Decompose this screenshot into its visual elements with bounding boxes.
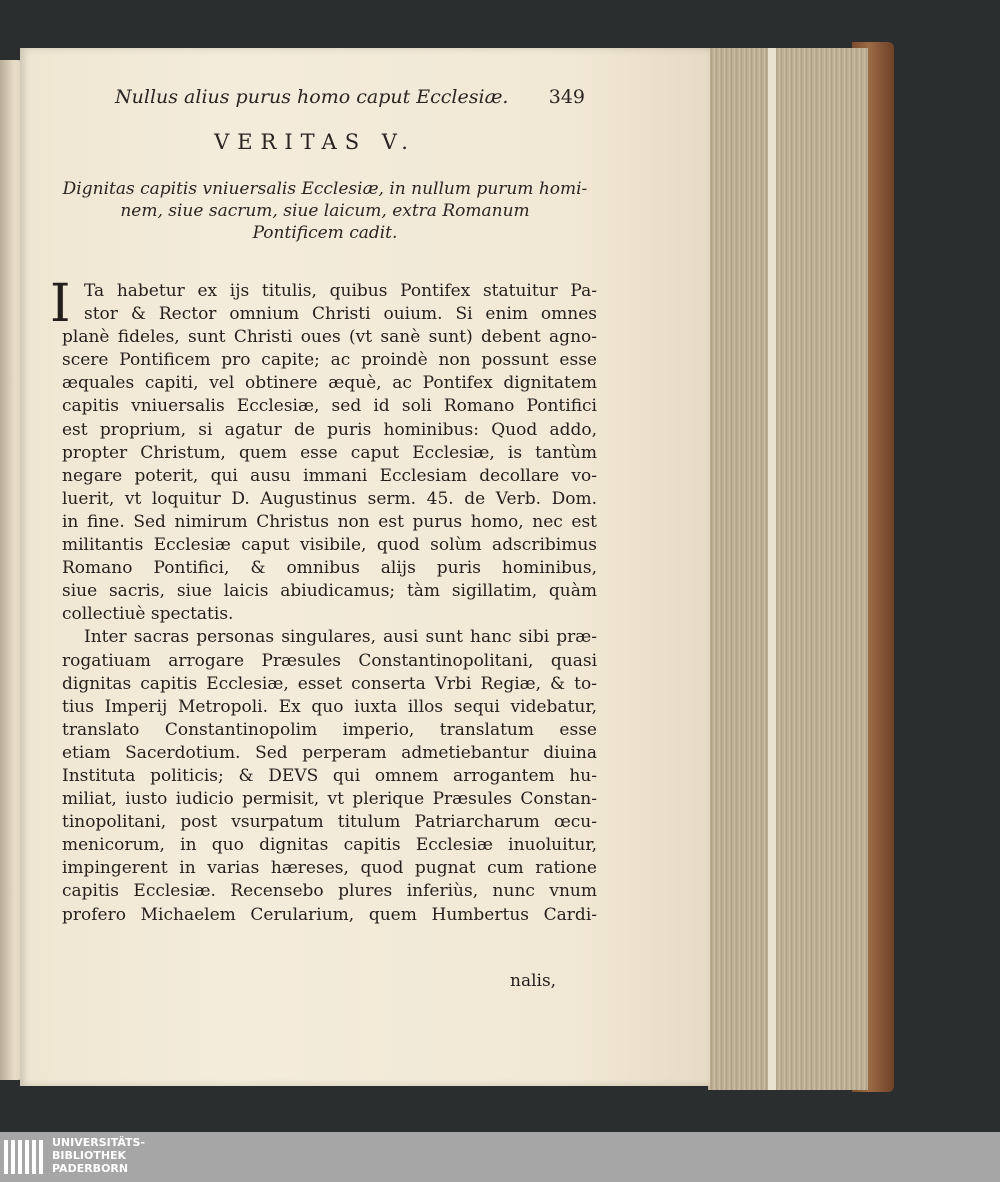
text-line: capitis Ecclesiæ. Recensebo plures inferiùs, nunc vnum [62,881,597,902]
text-line: tius Imperij Metropoli. Ex quo iuxta illos sequi videbatur, [62,696,597,717]
text-line: tinopolitani, post vsurpatum titulum Patriarcharum œcu- [62,812,597,833]
text-line: etiam Sacerdotium. Sed perperam admetiebantur diuina [62,742,597,763]
paragraph-1 [62,280,597,326]
text-line: profero Michaelem Cerularium, quem Humbertus Cardi- [62,904,597,925]
library-name-line: BIBLIOTHEK [52,1149,127,1162]
text-line: collectiuè spectatis. [62,604,234,625]
text-line: Romano Pontifici, & omnibus alijs puris hominibus, [62,558,597,579]
text-line: negare poterit, qui ausu immani Ecclesiam decollare vo- [62,465,597,486]
text-line: capitis vniuersalis Ecclesiæ, sed id soli Romano Pontifici [62,396,597,417]
library-logo-icon [3,1137,45,1177]
section-subtitle [45,178,605,244]
text-line: in fine. Sed nimirum Christus non est purus homo, nec est [62,511,597,532]
text-line: translato Constantinopolim imperio, translatum esse [62,719,597,740]
text-line: Ta habetur ex ijs titulis, quibus Pontifex statuitur Pa- [84,281,597,301]
text-line: luerit, vt loquitur D. Augustinus serm. 45. de Verb. Dom. [62,488,597,509]
page-number: 349 [548,86,585,108]
text-line: planè fideles, sunt Christi oues (vt sanè sunt) debent agno- [62,327,597,348]
text-line: siue sacris, siue laicis abiudicamus; tàm sigillatim, quàm [62,581,597,602]
running-title: Nullus alius purus homo caput Ecclesiæ. [115,86,509,108]
text-line: est proprium, si agatur de puris hominibus: Quod addo, [62,419,597,440]
library-footer [0,1132,1000,1182]
text-line: propter Christum, quem esse caput Ecclesiæ, is tantùm [62,442,597,463]
text-line: scere Pontificem pro capite; ac proindè non possunt esse [62,350,597,371]
page-block-edge [708,48,868,1090]
text-line: Inter sacras personas singulares, ausi sunt hanc sibi præ- [84,627,597,648]
subtitle-line: Dignitas capitis vniuersalis Ecclesiæ, in nullum purum homi- [62,179,588,199]
text-line: rogatiuam arrogare Præsules Constantinopolitani, quasi [62,650,597,671]
text-line: dignitas capitis Ecclesiæ, esset conserta Vrbi Regiæ, & to- [62,673,597,694]
drop-cap: I [50,274,71,334]
text-line: stor & Rector omnium Christi ouium. Si enim omnes [84,304,597,325]
body-text [50,274,597,927]
section-title: VERITAS V. [214,130,416,154]
library-name-line: UNIVERSITÄTS- [52,1136,146,1149]
running-head [115,86,585,112]
text-line: menicorum, in quo dignitas capitis Ecclesiæ inuoluitur, [62,835,597,856]
book-page [20,48,710,1086]
text-line: æquales capiti, vel obtinere æquè, ac Pontifex dignitatem [62,373,597,394]
library-name [52,1136,145,1175]
library-name-line: PADERBORN [52,1162,129,1175]
subtitle-line: Pontificem cadit. [252,223,398,243]
text-line: impingerent in varias hæreses, quod pugnat cum ratione [62,858,597,879]
text-line: Instituta politicis; & DEVS qui omnem arrogantem hu- [62,765,597,786]
catch-word: nalis, [510,971,557,991]
subtitle-line: nem, siue sacrum, siue laicum, extra Romanum [120,201,530,221]
text-line: miliat, iusto iudicio permisit, vt plerique Præsules Constan- [62,789,597,810]
text-line: militantis Ecclesiæ caput visibile, quod solùm adscribimus [62,535,597,556]
